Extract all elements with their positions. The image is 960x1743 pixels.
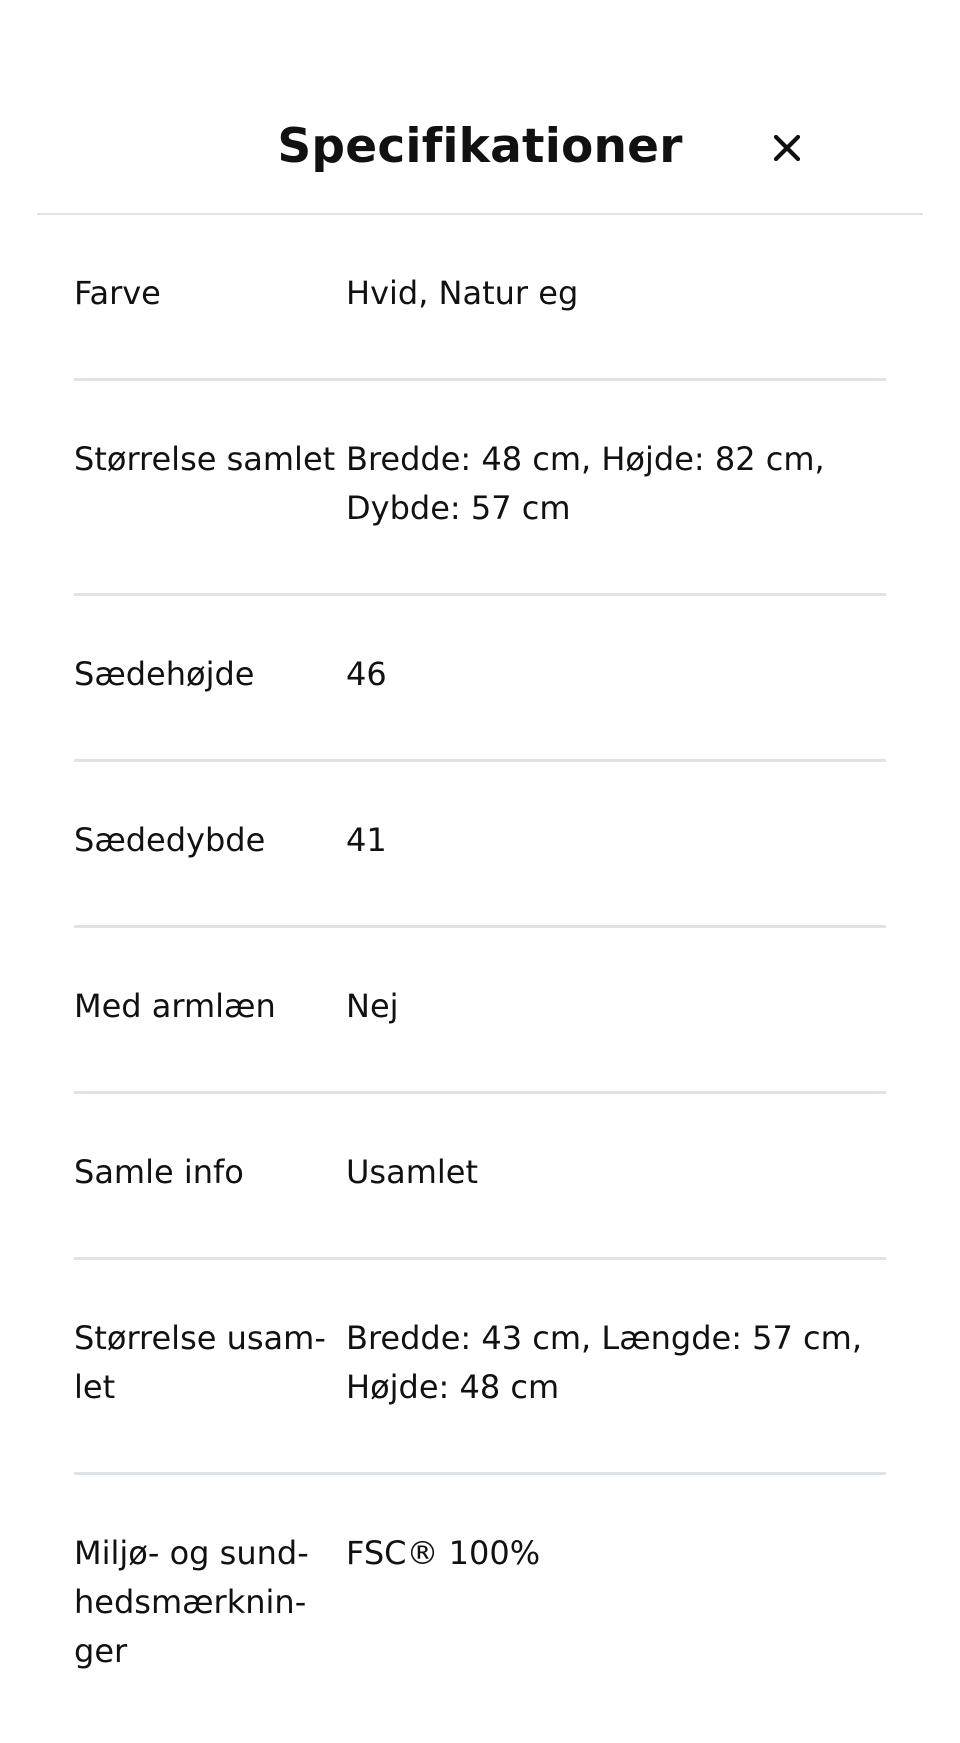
spec-value: Bredde: 43 cm, Længde: 57 cm, Højde: 48 cm bbox=[346, 1319, 862, 1406]
spec-value: Bredde: 48 cm, Højde: 82 cm, Dybde: 57 cm bbox=[346, 440, 825, 527]
spec-label: Sædehøjde bbox=[74, 655, 255, 693]
spec-label: Størrelse usam- let bbox=[74, 1319, 326, 1406]
spec-row-stoerrelse-samlet bbox=[74, 381, 886, 596]
sheet-header bbox=[37, 0, 923, 215]
spec-label: Miljø- og sund- hedsmærknin- ger bbox=[74, 1534, 309, 1670]
page-title: Specifikationer bbox=[277, 119, 683, 174]
spec-row-saededybde bbox=[74, 762, 886, 928]
spec-label: Farve bbox=[74, 274, 161, 312]
spec-row-med-armlaen bbox=[74, 928, 886, 1094]
spec-value: Nej bbox=[346, 987, 399, 1025]
spec-label: Samle info bbox=[74, 1153, 244, 1191]
spec-row-saedehoejde bbox=[74, 596, 886, 762]
spec-value: FSC® 100% bbox=[346, 1534, 541, 1572]
spec-value: Usamlet bbox=[346, 1153, 478, 1191]
spec-label: Med armlæn bbox=[74, 987, 276, 1025]
spec-value: 41 bbox=[346, 821, 387, 859]
spec-value: Hvid, Natur eg bbox=[346, 274, 579, 312]
spec-label: Sædedybde bbox=[74, 821, 266, 859]
spec-row-samle-info bbox=[74, 1094, 886, 1260]
spec-label: Størrelse samlet bbox=[74, 440, 336, 478]
spec-row-miljoe-og-sundhedsmaerkninger bbox=[74, 1475, 886, 1736]
spec-row-stoerrelse-usamlet bbox=[74, 1260, 886, 1475]
close-icon bbox=[772, 133, 802, 163]
spec-row-farve bbox=[74, 215, 886, 381]
spec-value: 46 bbox=[346, 655, 387, 693]
spec-list bbox=[74, 215, 886, 1736]
close-button[interactable] bbox=[757, 118, 817, 178]
